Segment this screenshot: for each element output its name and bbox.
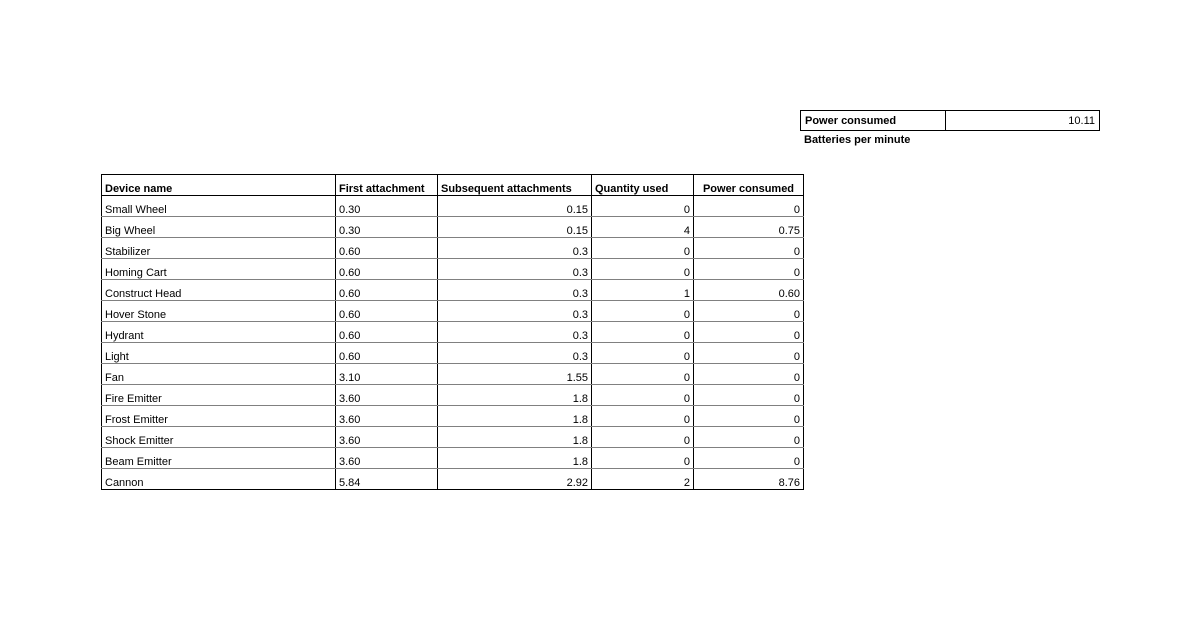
device-name-cell[interactable]: Big Wheel: [102, 217, 336, 238]
device-name-cell[interactable]: Beam Emitter: [102, 448, 336, 469]
power-consumed-cell[interactable]: 0.60: [694, 280, 804, 301]
first-attachment-cell[interactable]: 0.30: [336, 196, 438, 217]
summary-row: [801, 111, 1100, 131]
quantity-used-cell[interactable]: 0: [592, 259, 694, 280]
power-consumed-cell[interactable]: 0: [694, 385, 804, 406]
subsequent-attachments-cell[interactable]: 1.8: [438, 427, 592, 448]
power-consumed-cell[interactable]: 0: [694, 238, 804, 259]
subsequent-attachments-cell[interactable]: 1.55: [438, 364, 592, 385]
subsequent-attachments-cell[interactable]: 0.3: [438, 259, 592, 280]
header-quantity-used[interactable]: Quantity used: [592, 175, 694, 196]
device-name-cell[interactable]: Small Wheel: [102, 196, 336, 217]
subsequent-attachments-cell[interactable]: 2.92: [438, 469, 592, 490]
device-name-cell[interactable]: Homing Cart: [102, 259, 336, 280]
quantity-used-cell[interactable]: 0: [592, 343, 694, 364]
first-attachment-cell[interactable]: 3.60: [336, 385, 438, 406]
table-row: [102, 301, 804, 322]
first-attachment-cell[interactable]: 5.84: [336, 469, 438, 490]
first-attachment-cell[interactable]: 3.60: [336, 427, 438, 448]
first-attachment-cell[interactable]: 3.60: [336, 448, 438, 469]
subsequent-attachments-cell[interactable]: 0.3: [438, 322, 592, 343]
power-consumed-cell[interactable]: 0: [694, 406, 804, 427]
quantity-used-cell[interactable]: 0: [592, 364, 694, 385]
first-attachment-cell[interactable]: 0.60: [336, 343, 438, 364]
header-first-attachment[interactable]: First attachment: [336, 175, 438, 196]
quantity-used-cell[interactable]: 2: [592, 469, 694, 490]
quantity-used-cell[interactable]: 0: [592, 385, 694, 406]
summary-value: 10.11: [1068, 114, 1095, 127]
table-row: [102, 196, 804, 217]
quantity-used-cell[interactable]: 0: [592, 322, 694, 343]
device-name-cell[interactable]: Hydrant: [102, 322, 336, 343]
device-name-cell[interactable]: Construct Head: [102, 280, 336, 301]
device-name-cell[interactable]: Light: [102, 343, 336, 364]
table-row: [102, 469, 804, 490]
table-row: [102, 364, 804, 385]
power-consumed-cell[interactable]: 0: [694, 259, 804, 280]
subsequent-attachments-cell[interactable]: 0.15: [438, 196, 592, 217]
first-attachment-cell[interactable]: 0.30: [336, 217, 438, 238]
quantity-used-cell[interactable]: 4: [592, 217, 694, 238]
device-name-cell[interactable]: Fire Emitter: [102, 385, 336, 406]
power-summary-box: [800, 110, 1100, 131]
power-consumed-cell[interactable]: 0: [694, 343, 804, 364]
subsequent-attachments-cell[interactable]: 1.8: [438, 385, 592, 406]
summary-label: Power consumed: [805, 114, 897, 127]
table-row: [102, 343, 804, 364]
device-name-cell[interactable]: Shock Emitter: [102, 427, 336, 448]
table-row: [102, 448, 804, 469]
first-attachment-cell[interactable]: 3.60: [336, 406, 438, 427]
device-name-cell[interactable]: Hover Stone: [102, 301, 336, 322]
quantity-used-cell[interactable]: 1: [592, 280, 694, 301]
subsequent-attachments-cell[interactable]: 0.3: [438, 301, 592, 322]
subsequent-attachments-cell[interactable]: 1.8: [438, 406, 592, 427]
summary-value-cell[interactable]: [946, 111, 1100, 131]
power-consumed-cell[interactable]: 0: [694, 322, 804, 343]
summary-sub-label: Batteries per minute: [804, 134, 911, 146]
power-consumed-cell[interactable]: 0: [694, 196, 804, 217]
device-name-cell[interactable]: Fan: [102, 364, 336, 385]
header-subsequent-attachments[interactable]: Subsequent attachments: [438, 175, 592, 196]
quantity-used-cell[interactable]: 0: [592, 196, 694, 217]
device-name-cell[interactable]: Cannon: [102, 469, 336, 490]
first-attachment-cell[interactable]: 0.60: [336, 322, 438, 343]
quantity-used-cell[interactable]: 0: [592, 406, 694, 427]
table-row: [102, 406, 804, 427]
power-consumed-cell[interactable]: 0: [694, 448, 804, 469]
power-consumed-cell[interactable]: 0.75: [694, 217, 804, 238]
first-attachment-cell[interactable]: 0.60: [336, 301, 438, 322]
quantity-used-cell[interactable]: 0: [592, 427, 694, 448]
subsequent-attachments-cell[interactable]: 0.3: [438, 343, 592, 364]
quantity-used-cell[interactable]: 0: [592, 238, 694, 259]
header-power-consumed[interactable]: Power consumed: [694, 175, 804, 196]
header-device-name[interactable]: Device name: [102, 175, 336, 196]
table-row: [102, 385, 804, 406]
table-body: [102, 196, 804, 490]
power-consumed-cell[interactable]: 0: [694, 301, 804, 322]
table-row: [102, 217, 804, 238]
subsequent-attachments-cell[interactable]: 0.15: [438, 217, 592, 238]
device-power-table: [101, 174, 804, 490]
table-row: [102, 280, 804, 301]
quantity-used-cell[interactable]: 0: [592, 448, 694, 469]
subsequent-attachments-cell[interactable]: 0.3: [438, 238, 592, 259]
table-row: [102, 259, 804, 280]
table-row: [102, 322, 804, 343]
subsequent-attachments-cell[interactable]: 1.8: [438, 448, 592, 469]
first-attachment-cell[interactable]: 0.60: [336, 238, 438, 259]
power-consumed-cell[interactable]: 0: [694, 364, 804, 385]
subsequent-attachments-cell[interactable]: 0.3: [438, 280, 592, 301]
summary-label-cell[interactable]: [801, 111, 946, 131]
power-consumed-cell[interactable]: 8.76: [694, 469, 804, 490]
power-consumed-cell[interactable]: 0: [694, 427, 804, 448]
device-name-cell[interactable]: Frost Emitter: [102, 406, 336, 427]
device-name-cell[interactable]: Stabilizer: [102, 238, 336, 259]
first-attachment-cell[interactable]: 0.60: [336, 280, 438, 301]
table-row: [102, 238, 804, 259]
quantity-used-cell[interactable]: 0: [592, 301, 694, 322]
table-header-row: [102, 175, 804, 196]
table-row: [102, 427, 804, 448]
first-attachment-cell[interactable]: 3.10: [336, 364, 438, 385]
first-attachment-cell[interactable]: 0.60: [336, 259, 438, 280]
